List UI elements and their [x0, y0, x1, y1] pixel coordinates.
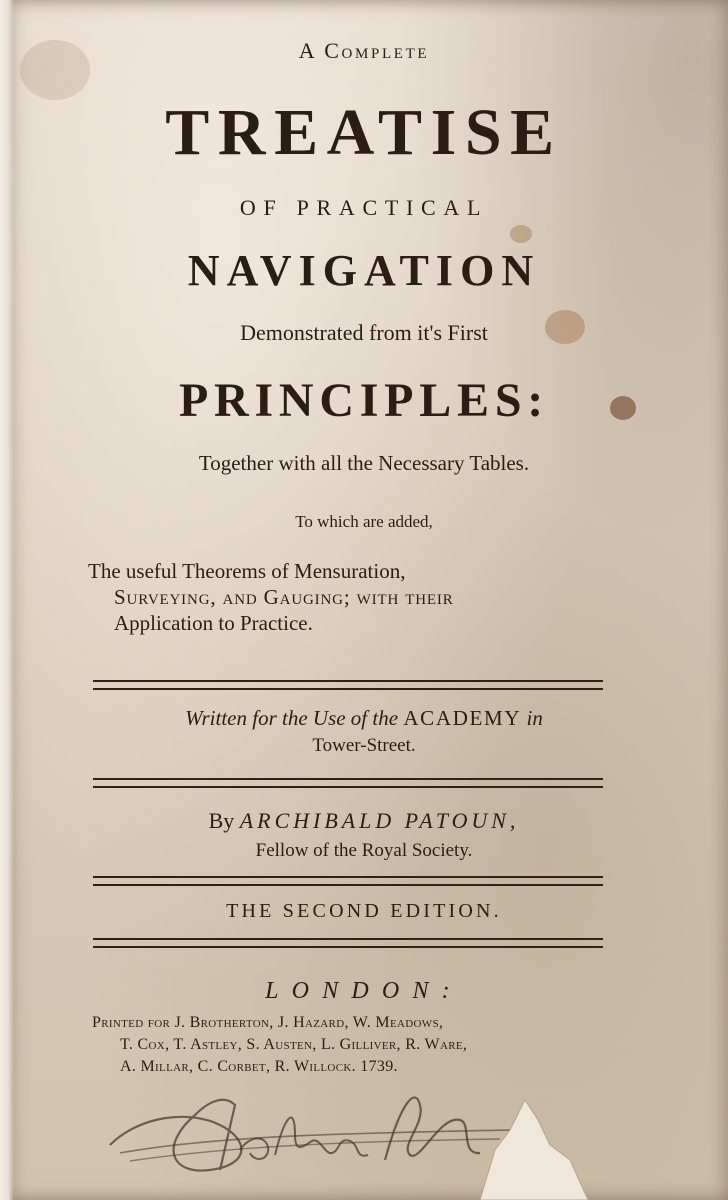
page-edge [0, 0, 14, 1200]
theorems-line-2: Surveying, and Gauging; with their [114, 585, 454, 609]
theorems-line-1: The useful Theorems of Mensuration, [88, 559, 406, 583]
written-prefix: Written for the Use of the [185, 706, 399, 730]
navigation-title: NAVIGATION [187, 246, 541, 295]
rule-2b [93, 786, 603, 788]
tower-street-line: Tower-Street. [312, 735, 416, 756]
rule-3a [93, 876, 603, 878]
academy-word: ACADEMY [403, 706, 522, 730]
practical-line: OF PRACTICAL [239, 195, 489, 220]
rule-2a [93, 778, 603, 780]
theorems-line-3: Application to Practice. [114, 611, 313, 635]
theorems-block [88, 558, 628, 636]
rule-4b [93, 946, 603, 948]
treatise-title: TREATISE [165, 96, 563, 169]
handwritten-signature [100, 1075, 520, 1185]
paper-tear [470, 1090, 590, 1200]
by-prefix: By [208, 808, 235, 833]
rule-1b [93, 688, 603, 690]
foxing-stain [510, 225, 532, 243]
author-line [0, 808, 728, 834]
imprint-line-2: T. Cox, T. Astley, S. Austen, L. Gilliver, R. Ware, [120, 1036, 468, 1053]
rule-3b [93, 884, 603, 886]
imprint-line-1: Printed for J. Brotherton, J. Hazard, W. Meadows, [92, 1014, 444, 1031]
demonstrated-line: Demonstrated from it's First [240, 320, 488, 345]
added-line: To which are added, [295, 512, 433, 531]
author-name: ARCHIBALD PATOUN, [239, 808, 520, 833]
london-line: LONDON: [265, 978, 463, 1004]
rule-4a [93, 938, 603, 940]
together-line: Together with all the Necessary Tables. [198, 451, 530, 475]
imprint-block [92, 1012, 622, 1078]
fellow-line: Fellow of the Royal Society. [255, 840, 473, 861]
imprint-line-3: A. Millar, C. Corbet, R. Willock. 1739. [120, 1058, 398, 1075]
edition-line: THE SECOND EDITION. [226, 900, 502, 922]
rule-1a [93, 680, 603, 682]
complete-line: A Complete [298, 38, 430, 63]
written-line [0, 706, 728, 731]
principles-title: PRINCIPLES: [178, 374, 550, 427]
written-in: in [526, 706, 543, 730]
